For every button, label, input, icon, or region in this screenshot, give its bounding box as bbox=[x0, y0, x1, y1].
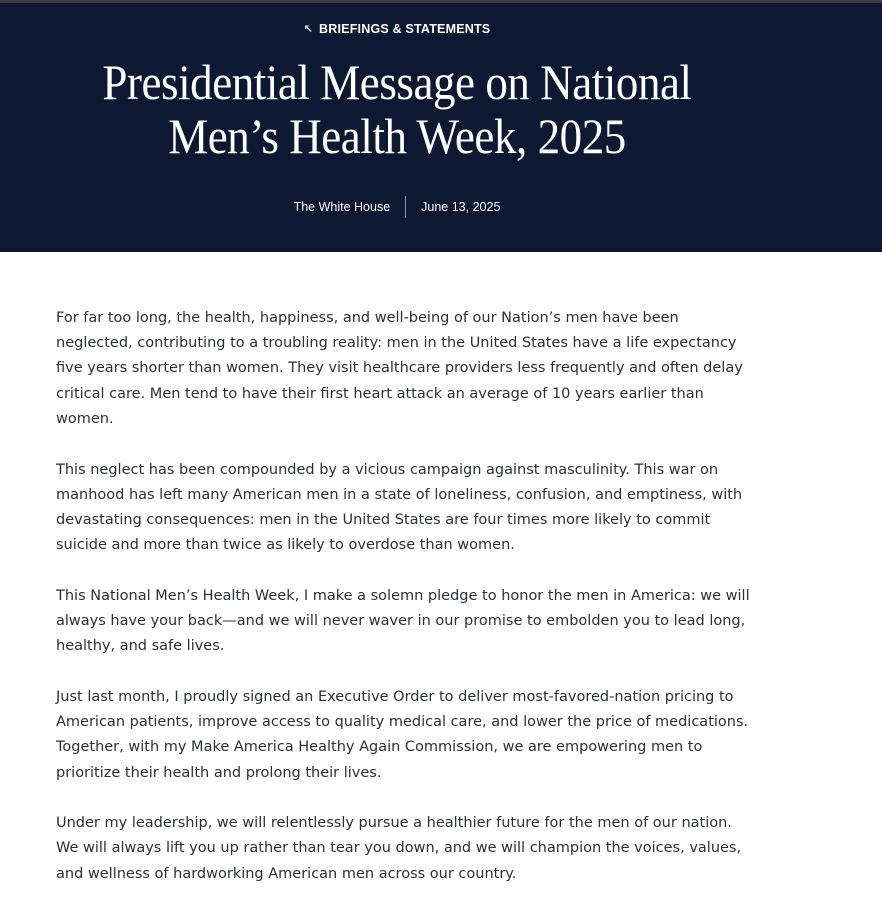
publish-date: June 13, 2025 bbox=[421, 200, 501, 214]
author-name: The White House bbox=[293, 200, 391, 214]
page-title-line-1: Presidential Message on National bbox=[102, 54, 692, 110]
article-paragraph: This National Men’s Health Week, I make a solemn pledge to honor the men in America: we will always have your back—and we will never waver in our promise to embolden you to lead long, healthy, and safe lives. bbox=[56, 587, 750, 655]
page-title bbox=[40, 55, 755, 163]
category-label: BRIEFINGS & STATEMENTS bbox=[319, 22, 491, 36]
category-link[interactable] bbox=[0, 22, 794, 36]
article-header bbox=[0, 3, 882, 252]
article-paragraph: Just last month, I proudly signed an Executive Order to deliver most-favored-nation pricing to American patients, improve access to quality medical care, and lower the price of medications. Together, with my Make America Healthy Again Commission, we are empowering men to prioritize their health and prolong their lives. bbox=[56, 688, 749, 781]
article-body bbox=[56, 306, 756, 912]
page-title-line-2: Men’s Health Week, 2025 bbox=[168, 108, 626, 164]
article-paragraph: Under my leadership, we will relentlessly pursue a healthier future for the men of our nation. We will always lift you up rather than tear you down, and we will champion the voices, values, and wellness of hardworking American men across our country. bbox=[56, 815, 742, 882]
article-paragraph: For far too long, the health, happiness, and well-being of our Nation’s men have been neglected, contributing to a troubling reality: men in the United States have a life expectancy five years shorter than women. They visit healthcare providers less frequently and often delay critical care. Men tend to have their first heart attack an average of 10 years earlier than women. bbox=[56, 310, 743, 427]
arrow-up-left-icon: ↖ bbox=[303, 23, 314, 35]
article-meta bbox=[0, 196, 794, 218]
article-paragraph: This neglect has been compounded by a vicious campaign against masculinity. This war on manhood has left many American men in a state of loneliness, confusion, and emptiness, with devastating consequences: men in the United States are four times more likely to commit suicide and more than twice as likely to overdose than women. bbox=[56, 461, 743, 554]
